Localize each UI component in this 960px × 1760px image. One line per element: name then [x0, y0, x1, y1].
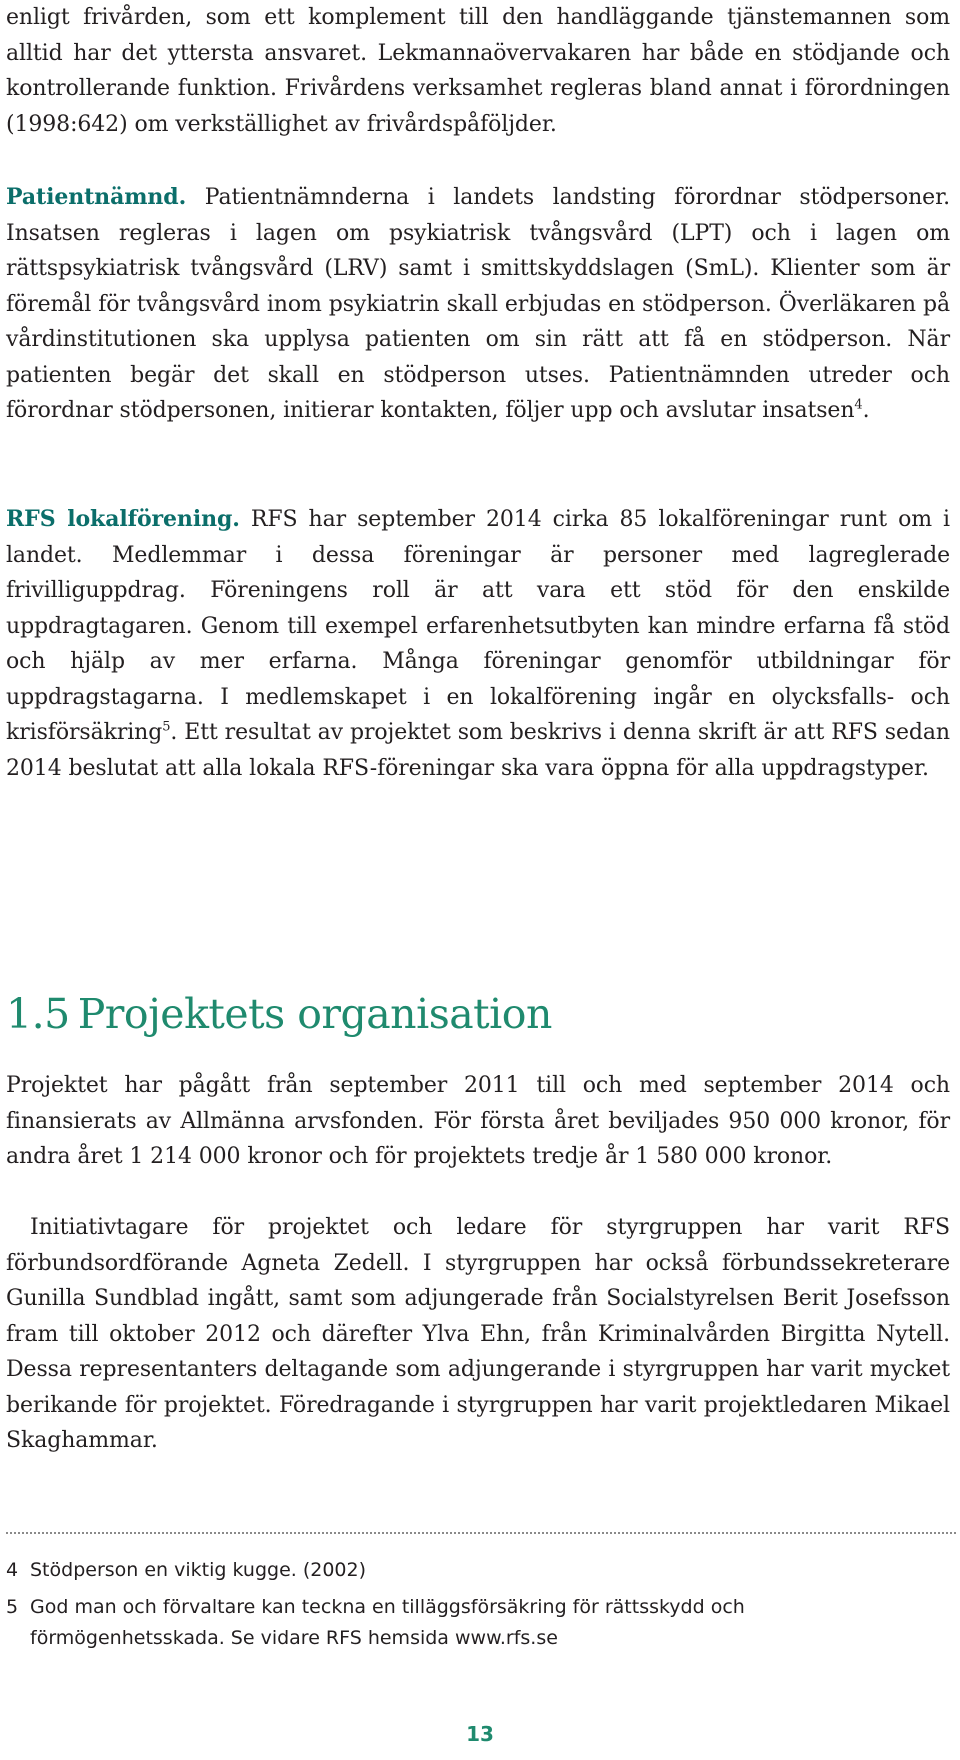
- paragraph-patientnamnd: [6, 180, 950, 429]
- footnote-text: Stödperson en viktig kugge. (2002): [30, 1559, 367, 1581]
- footnote-number: 4: [6, 1559, 19, 1581]
- paragraph-text: Projektet har pågått från september 2011 till och med september 2014 och finansierats av Allmänna arvsfonden. För första året beviljades 950 000 kronor, för andra året 1 214 000 kronor och för projektets tredje år 1 580 000 kronor.: [6, 1073, 950, 1169]
- page-number: 13: [466, 1722, 494, 1746]
- paragraph-text: Initiativtagare för projektet och ledare för styrgruppen har varit RFS förbundsordförande Agneta Zedell. I styrgruppen har också förbundssekreterare Gunilla Sundblad ingått, samt som adjungerade från Socialstyrelsen Berit Josefsson fram till oktober 2012 och därefter Ylva Ehn, från Kriminalvården Birgitta Nytell. Dessa representanters deltagande som adjungerande i styrgruppen har varit mycket berikande för projektet. Föredragande i styrgruppen har varit projektledaren Mikael Skaghammar.: [6, 1215, 950, 1453]
- paragraph-frivarden: [6, 0, 950, 142]
- paragraph-text: Patientnämnderna i landets landsting förordnar stödpersoner. Insatsen regleras i lagen om psykiatrisk tvångsvård (LPT) och i lagen om rättspsykiatrisk tvångsvård (LRV) samt i smittskyddslagen (SmL). Klienter som är föremål för tvångsvård inom psykiatrin skall erbjudas en stödperson. Överläkaren på vårdinstitutionen ska upplysa patienten om sin rätt att få en stödperson. När patienten begär det skall en stödperson utses. Patientnämnden utreder och förordnar stödpersonen, initierar kontakten, följer upp och avslutar insatsen: [6, 185, 950, 423]
- footnote-text: God man och förvaltare kan teckna en tilläggsförsäkring för rättsskydd och förmögenhetsskada. Se vidare RFS hemsida www.rfs.se: [30, 1596, 745, 1649]
- paragraph-lead: RFS lokalförening.: [6, 506, 240, 532]
- section-paragraph-steering-group: [6, 1210, 950, 1459]
- footnote: [6, 1592, 936, 1654]
- footnotes: [6, 1555, 936, 1660]
- footnote-divider: [6, 1532, 956, 1534]
- section-heading: [6, 990, 552, 1038]
- paragraph-rfs-lokalforening: [6, 502, 950, 786]
- paragraph-end: .: [862, 398, 870, 423]
- paragraph-end: . Ett resultat av projektet som beskrivs i denna skrift är att RFS sedan 2014 beslutat att alla lokala RFS-föreningar ska vara öppna för alla uppdragstyper.: [6, 720, 950, 781]
- paragraph-text: RFS har september 2014 cirka 85 lokalföreningar runt om i landet. Medlemmar i dessa föreningar är personer med lagreglerade frivilliguppdrag. Föreningens roll är att vara ett stöd för den enskilde uppdragtagaren. Genom till exempel erfarenhetsutbyten kan mindre erfarna få stöd och hjälp av mer erfarna. Många föreningar genomför utbildningar för uppdragstagarna. I medlemskapet i en lokalförening ingår en olycksfalls- och krisförsäkring: [6, 507, 950, 745]
- paragraph-text: enligt frivården, som ett komplement till den handläggande tjänstemannen som alltid har det yttersta ansvaret. Lekmannaövervakaren har både en stödjande och kontrollerande funktion. Frivårdens verksamhet regleras bland annat i förordningen (1998:642) om verkställighet av frivårdspåföljder.: [6, 5, 950, 137]
- section-title: Projektets organisation: [77, 990, 552, 1038]
- footnote-ref: 4: [854, 397, 863, 413]
- footnote-ref: 5: [162, 719, 171, 735]
- paragraph-lead: Patientnämnd.: [6, 184, 187, 210]
- section-paragraph-financing: [6, 1068, 950, 1175]
- section-number: 1.5: [6, 990, 70, 1038]
- footnote-number: 5: [6, 1596, 19, 1618]
- footnote: [6, 1555, 936, 1586]
